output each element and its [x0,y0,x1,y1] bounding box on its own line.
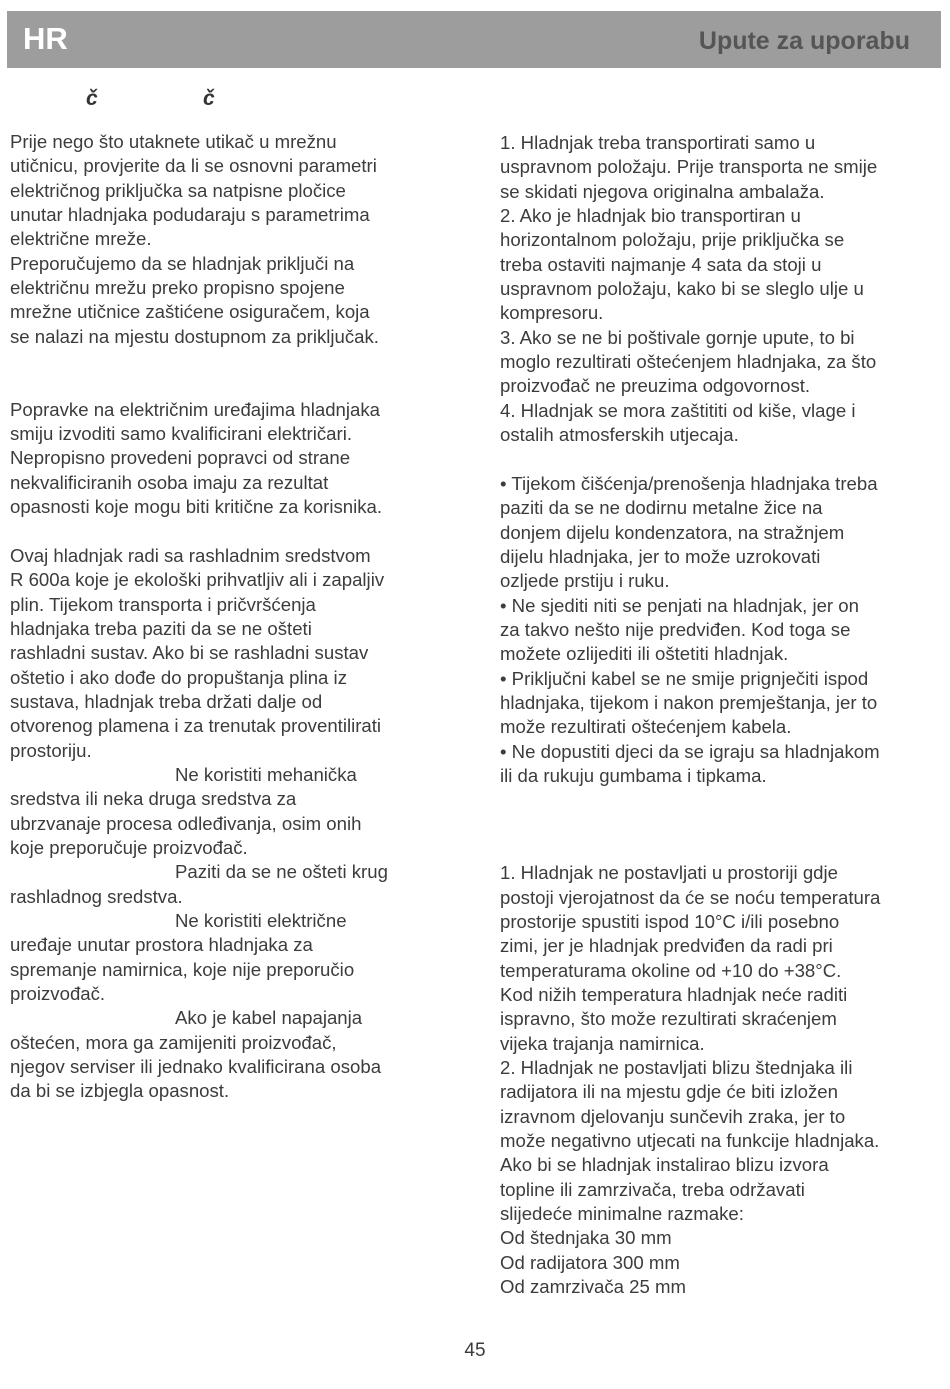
text-line: 4. Hladnjak se mora zaštititi od kiše, vlage i [500,399,856,421]
paragraph-repairs [10,398,388,520]
text-line: ili da rukuju gumbama i tipkama. [500,764,767,786]
text-line: paziti da se ne dodirnu metalne žice na [500,497,823,519]
right-column [500,131,880,1300]
text-line: opasnosti koje mogu biti kritične za korisnika. [10,496,383,518]
text-line: unutar hladnjaka podudaraju s parametrima [10,204,370,226]
text-line: Paziti da se ne ošteti krug [175,861,388,883]
text-line: horizontalnom položaju, prije priključka se [500,229,845,251]
text-line: plin. Tijekom transporta i pričvršćenja [10,593,316,615]
bullet-line: • Priključni kabel se ne smije prignječiti ispod [500,667,869,689]
text-line: prostorije spustiti ispod 10°C i/ili posebno [500,911,840,932]
text-line: oštetio i ako dođe do propuštanja plina iz [10,666,347,688]
text-line: hladnjaka, tijekom i nakon premještanja, jer to [500,691,878,713]
text-line: Kod nižih temperatura hladnjak neće raditi [500,984,848,1006]
text-line: rashladnog sredstva. [10,885,183,907]
text-line: uređaje unutar prostora hladnjaka za [10,934,313,956]
text-line: sredstva ili neka druga sredstva za [10,788,297,810]
left-column [10,130,388,1104]
text-line: Ako je kabel napajanja [175,1007,363,1029]
text-line: Od štednjaka 30 mm [500,1227,672,1249]
text-line: 2. Ako je hladnjak bio transportiran u [500,205,801,227]
text-line: električnu mrežu preko propisno spojene [10,277,345,299]
text-line: 1. Hladnjak ne postavljati u prostoriji gdje [500,862,838,884]
text-line: mrežne utičnice zaštićene osiguračem, koja [10,301,370,323]
text-line: smiju izvoditi samo kvalificirani električari. [10,423,353,445]
text-line: kompresoru. [500,302,604,324]
text-line: Preporučujemo da se hladnjak priključi na [10,252,355,274]
text-line: 3. Ako se ne bi poštivale gornje upute, to bi [500,326,855,348]
text-line: donjem dijelu kondenzatora, na stražnjem [500,521,845,543]
text-line: R 600a koje je ekološki prihvatljiv ali i zapaljiv [10,569,385,591]
warning-circuit [10,860,388,909]
text-line: da bi se izbjegla opasnost. [10,1080,230,1102]
text-line: dijelu hladnjaka, jer to može uzrokovati [500,545,821,567]
text-line: oštećen, mora ga zamijeniti proizvođač, [10,1031,337,1053]
text-line: Od zamrzivača 25 mm [500,1276,686,1298]
bullet-line: • Ne dopustiti djeci da se igraju sa hladnjakom [500,740,880,762]
paragraph-refrigerant [10,544,388,763]
text-line: možete ozlijediti ili oštetiti hladnjak. [500,643,789,665]
heading-fragment: č [203,87,215,110]
text-line: postoji vjerojatnost da će se noću temperatura [500,886,881,908]
text-line: treba ostaviti najmanje 4 sata da stoji u [500,253,822,275]
text-line: temperaturama okoline od +10 do +38°C. [500,959,842,981]
text-line: Ne koristiti električne [175,910,347,931]
bullet-line: • Tijekom čišćenja/prenošenja hladnjaka treba [500,472,878,494]
text-line: hladnjaka treba paziti da se ne ošteti [10,617,312,639]
text-line: proizvođač. [10,983,106,1005]
paragraph-transport [500,131,880,447]
text-line: Ako bi se hladnjak instalirao blizu izvora [500,1154,829,1176]
text-line: prostoriju. [10,739,92,761]
text-line: ostalih atmosferskih utjecaja. [500,424,739,446]
text-line: može negativno utjecati na funkcije hladnjaka. [500,1130,880,1152]
bullet-line: • Ne sjediti niti se penjati na hladnjak, jer on [500,594,859,616]
text-line: nekvalificiranih osoba imaju za rezultat [10,471,329,493]
text-line: zimi, jer je hladnjak predviđen da radi pri [500,935,833,957]
text-line: Popravke na električnim uređajima hladnjaka [10,398,381,420]
text-line: se nalazi na mjestu dostupnom za priključak. [10,325,379,347]
text-line: Prije nego što utaknete utikač u mrežnu [10,131,337,152]
paragraph-placement [500,861,880,1299]
text-line: ispravno, što može rezultirati skraćenjem [500,1008,837,1030]
text-line: 1. Hladnjak treba transportirati samo u [500,132,816,153]
text-line: spremanje namirnica, koje nije preporučio [10,958,355,980]
warning-electric [10,909,388,1006]
text-line: sustava, hladnjak treba držati dalje od [10,690,323,712]
text-line: topline ili zamrzivača, treba održavati [500,1178,805,1200]
page-header [7,11,941,68]
text-line: se skidati njegova originalna ambalaža. [500,180,825,202]
text-line: električnog priključka sa natpisne pločice [10,179,346,201]
text-line: proizvođač ne preuzima odgovornost. [500,375,811,397]
text-line: utičnicu, provjerite da li se osnovni parametri [10,155,377,177]
language-code: HR [23,21,68,56]
text-line: 2. Hladnjak ne postavljati blizu štednjaka ili [500,1057,853,1079]
paragraph-connection [10,130,388,349]
text-line: koje preporučuje proizvođač. [10,836,248,858]
document-title: Upute za uporabu [698,27,910,55]
text-line: Ovaj hladnjak radi sa rashladnim sredstvom [10,544,371,566]
text-line: uspravnom položaju, kako bi se sleglo ulje u [500,278,864,300]
text-line: Ne koristiti mehanička [175,763,357,785]
warning-mechanical [10,763,388,860]
page-number: 45 [464,1340,486,1361]
text-line: izravnom djelovanju sunčevih zraka, jer to [500,1105,846,1127]
text-line: za takvo nešto nije predviđen. Kod toga se [500,618,851,640]
text-line: Nepropisno provedeni popravci od strane [10,447,351,469]
text-line: ozljede prstiju i ruku. [500,570,670,592]
text-line: otvorenog plamena i za trenutak proventilirati [10,715,382,737]
text-line: uspravnom položaju. Prije transporta ne smije [500,156,878,178]
warning-cable [10,1006,388,1103]
text-line: radijatora ili na mjestu gdje će biti izložen [500,1081,838,1103]
text-line: može rezultirati oštećenjem kabela. [500,716,792,738]
text-line: moglo rezultirati oštećenjem hladnjaka, za što [500,351,877,373]
text-line: vijeka trajanja namirnica. [500,1032,705,1054]
text-line: slijedeće minimalne razmake: [500,1203,744,1225]
paragraph-safety-bullets [500,472,880,788]
heading-fragment: č [86,87,98,110]
text-line: rashladni sustav. Ako bi se rashladni sustav [10,642,369,664]
text-line: njegov serviser ili jednako kvalificirana osoba [10,1056,382,1078]
text-line: ubrzvanaje procesa odleđivanja, osim onih [10,812,362,834]
text-line: električne mreže. [10,228,152,250]
text-line: Od radijatora 300 mm [500,1251,680,1273]
